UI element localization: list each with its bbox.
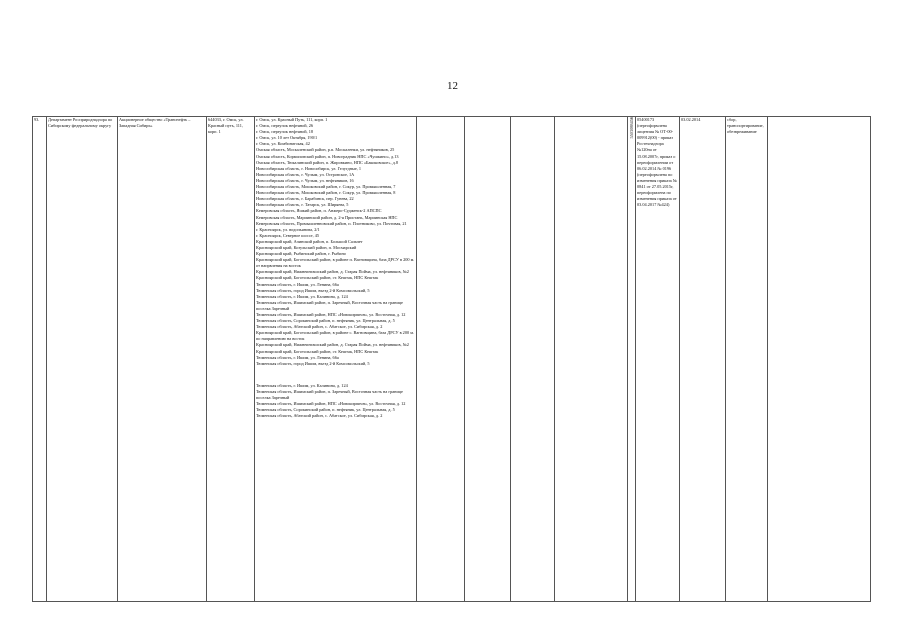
empty-cell [768, 117, 871, 602]
address-line: Тюменская область, Абатский район, с. Абатское, ул. Сибирская, д. 2 [256, 324, 383, 330]
address-line: Кемеровская область, Промышленновский район, п. Плотниково, ул. Почтовая, 21 [256, 220, 407, 226]
address-line: Новосибирская область, г. Татарск, ул. Ширяева, 5 [256, 202, 349, 208]
address-line: Новосибирская область, г. Чулым, ул. нефтяников, 16 [256, 177, 354, 183]
address-line: Омская область, Кормиловский район, п. Новоградник НПС «Чушкино», д.13 [256, 153, 399, 159]
table-row [33, 117, 871, 602]
address-line: Новосибирская область, г. Новосибирск, ул. Гелугдные, 1 [256, 165, 362, 171]
address-line: Кемеровская область, Яшкий район, п. Анжеро-Судженск-2 АПСПС [256, 208, 382, 214]
address-line: Тюменская область, город Ишим, въезд 2-й Комсомольский, 5 [256, 360, 370, 366]
inn-code: 5503088456 [629, 117, 634, 139]
address-line: г. Омск, переулок нефтяной, 26 [256, 123, 313, 129]
address-line: Красноярский край, Боготольский район, в районе п. Вагновщина, база ДРСУ в 200 м. от напрвления на восток [256, 257, 415, 269]
address-line: Красноярский край, Козульский район, п. Мосмарский [256, 244, 357, 250]
address-line: Кемеровская область, Мариинский район, д. 2-я Пристань, Мариинская НПС [256, 214, 398, 220]
activity-types: сбор, транспортирование, обезвреживание [726, 117, 768, 602]
address-line: Тюменская область, Сорокинский район, п. нефтяник, ул. Центральная, д. 5 [256, 318, 395, 324]
address-line: г. Красноярск, ул. водопьянова, 2/1 [256, 226, 320, 232]
empty-cell [511, 117, 555, 602]
address-line: Новосибирская область, г. Чулым, ул. Островское, 1А [256, 171, 355, 177]
activity-addresses [255, 117, 417, 602]
address-line: г. Красноярск, Северное шоссе, 45 [256, 232, 320, 238]
address-line: г. Омск, переулок нефтяной, 18 [256, 129, 313, 135]
address-line: Тюменская область, Ишимский район, п. Заречный, Восточная часть на границе поселка Заречный [256, 299, 403, 311]
license-register-table [32, 116, 871, 602]
address-line: Красноярский край, Боготольский район, ст. Кештак, НПС Кештак [256, 348, 379, 354]
empty-cell [465, 117, 511, 602]
row-number: 93. [33, 117, 47, 602]
address-line: Красноярский край, Рыбинский район, г. Рыбино [256, 251, 346, 257]
address-line: Красноярский край, Боготольский район, ст. Кештак, НПС Кештак [256, 275, 379, 281]
license-decision: 05400173 (переоформлена лицензия № ОТ-00-009912(00) - приказ Ростехнадзора №120на от 15.08.2007г, приказ о переоформлении от 06.02.2014 № 0196 (переоформлена по изменения приказа № 0841 от 27.05.2015г, переоформлена по изменения приказа от 03.04.2017 №424) [636, 117, 680, 602]
page-number: 12 [447, 80, 458, 92]
organization-name: Акционерное общество «Транснефть – Западная Сибирь» [118, 117, 207, 602]
address-line: Омская область, Москаленский район, р.п. Москаленки, ул. нефтяников, 25 [256, 147, 395, 153]
address-line: Новосибирская область, г. Барабинск, пер. Гунева, 22 [256, 196, 354, 202]
empty-cell [417, 117, 465, 602]
address-line: Тюменская область, город Ишим, въезд 2-й Комсомольский, 5 [256, 287, 370, 293]
address-line: Новосибирская область, Мошковский район, г. Сокур, ул. Промышленная, 7 [256, 184, 396, 190]
address-line: Тюменская область, Абатский район, с. Абатское, ул. Сибирская, д. 2 [256, 413, 383, 419]
license-date: 03.02.2014 [680, 117, 726, 602]
address-line: г. Омск, ул. Красный Путь, 111, корп. 1 [256, 117, 328, 122]
address-line: Тюменская область, г. Ишим, ул. Калинина, д. 124 [256, 293, 348, 299]
address-line: Тюменская область, г. Ишим, ул. Ленина, 66а [256, 354, 339, 360]
address-line: Тюменская область, Сорокинский район, п. нефтяник, ул. Центральная, д. 5 [256, 407, 395, 413]
address-line: Красноярский край, Нижнеингашский район, д. Старая Пойма, ул. нефтяников, №2 [256, 342, 409, 348]
address-list-primary [256, 117, 415, 367]
address-line: Тюменская область, Ишимский район, НПС «Новокирпичн», ул. Восточная, д. 12 [256, 312, 406, 317]
address-line: Тюменская область, Ишимский район, п. Заречный, Восточная часть на границе поселка Заречный [256, 388, 403, 401]
address-line: Тюменская область, г. Ишим, ул. Калинина, д. 124 [256, 382, 348, 388]
address-list-secondary [256, 383, 415, 420]
address-line: Красноярский край, Нижнеингашский район, д. Старая Пойма, ул. нефтяников, №2 [256, 269, 409, 275]
inn-code-cell [628, 117, 636, 602]
address-line: Красноярский край, Ачинский район, п. Большой Сальчет [256, 238, 363, 244]
address-line: Красноярский край, Боготольский район, в районе с. Вагновщина, база ДРСУ в 200 м. по направлению на восток [256, 330, 414, 342]
address-line: Тюменская область, г. Ишим, ул. Ленина, 66а [256, 281, 339, 287]
address-line: г. Омск, ул. 10 лет Октября, 190/1 [256, 135, 318, 141]
licensing-authority: Департамент Росприроднадзора по Сибирскому федеральному округу [47, 117, 118, 602]
address-line: Омская область, Тюкалинский район, п. Жировкино, НПС «Бакоковское», д.8 [256, 159, 399, 165]
organization-address: 644033, г. Омск, ул. Красный путь, 111, корп. 1 [207, 117, 255, 602]
address-line: Новосибирская область, Мошковский район, г. Сокур, ул. Промышленная, 8 [256, 190, 396, 196]
address-line: г. Омск, ул. Комбинатская, 42 [256, 141, 310, 147]
address-line: Тюменская область, Ишимский район, НПС «Новокирпичн», ул. Восточная, д. 12 [256, 401, 406, 407]
empty-cell [555, 117, 628, 602]
